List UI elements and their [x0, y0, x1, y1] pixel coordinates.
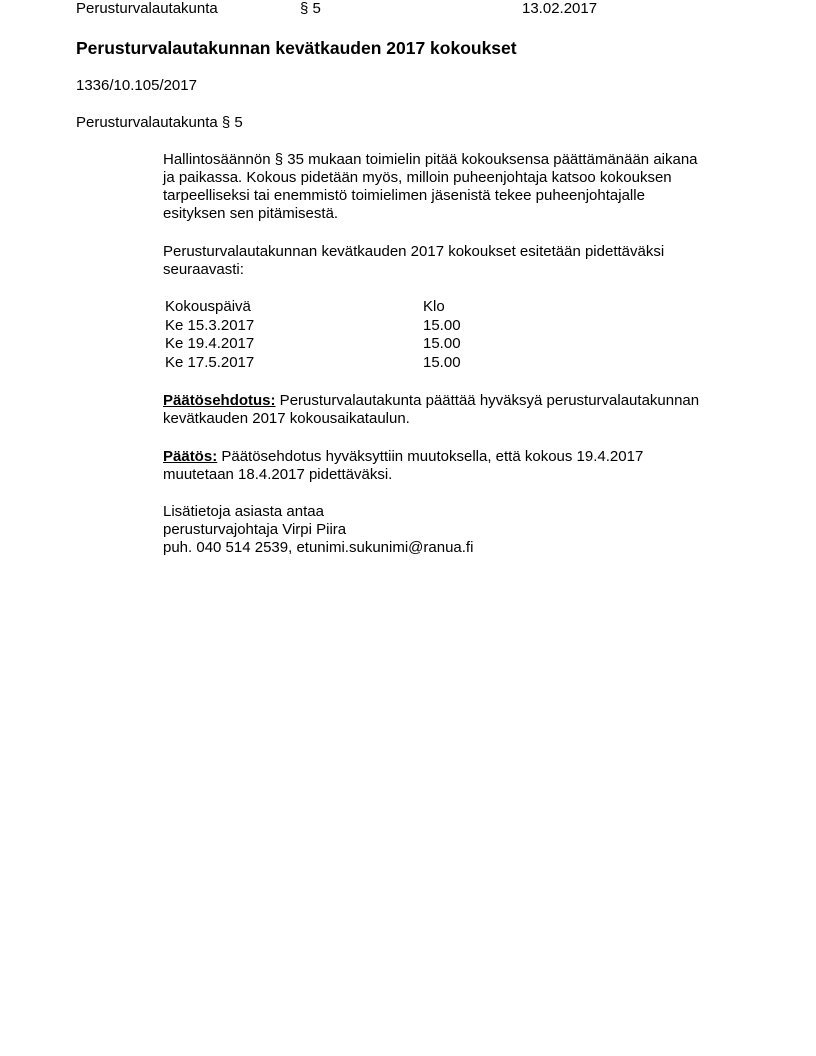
decision-proposal-paragraph: [163, 392, 743, 428]
header-organization: Perusturvalautakunta: [76, 0, 218, 17]
contact-info: [163, 503, 743, 557]
contact-line: perusturvajohtaja Virpi Piira: [163, 521, 347, 538]
column-header-date: Kokouspäivä: [165, 298, 251, 315]
proposal-text: Perusturvalautakunta päättää hyväksyä perusturvalautakunnan: [275, 392, 700, 409]
decision-label: Päätös:: [163, 448, 218, 465]
decision-second-line: muutetaan 18.4.2017 pidettäväksi.: [163, 466, 393, 483]
meeting-time-cell: 15.00: [423, 316, 461, 334]
meeting-date-cell: Ke 19.4.2017: [165, 335, 255, 352]
diary-number: 1336/10.105/2017: [76, 77, 197, 94]
meeting-schedule-table: [163, 298, 483, 372]
proposal-second-line: kevätkauden 2017 kokousaikataulun.: [163, 410, 410, 427]
intro-paragraph: [163, 151, 743, 223]
table-row: [163, 335, 483, 354]
decision-text: Päätösehdotus hyväksyttiin muutoksella, että kokous 19.4.2017: [217, 448, 644, 465]
schedule-intro-line: Perusturvalautakunnan kevätkauden 2017 kokoukset esitetään pidettäväksi: [163, 243, 665, 260]
page-header: [76, 0, 776, 18]
table-row: [163, 354, 483, 373]
meeting-time-cell: 15.00: [423, 353, 461, 371]
proposal-label: Päätösehdotus:: [163, 392, 276, 409]
column-header-time: Klo: [423, 298, 445, 315]
proposal-first-line: [163, 392, 743, 410]
meeting-date-cell: Ke 17.5.2017: [165, 353, 255, 371]
meeting-time-cell: 15.00: [423, 335, 461, 352]
schedule-intro-line: seuraavasti:: [163, 261, 244, 278]
intro-line: esityksen sen pitämisestä.: [163, 205, 339, 222]
decision-paragraph: [163, 448, 743, 484]
contact-line: Lisätietoja asiasta antaa: [163, 503, 324, 520]
decision-first-line: [163, 448, 743, 466]
table-row: [163, 317, 483, 336]
header-section-number: § 5: [300, 0, 321, 17]
intro-line: Hallintosäännön § 35 mukaan toimielin pitää kokouksensa päättämänään aikana: [163, 151, 698, 168]
schedule-intro-paragraph: [163, 243, 743, 279]
document-title: Perusturvalautakunnan kevätkauden 2017 kokoukset: [76, 38, 517, 58]
meeting-date-cell: Ke 15.3.2017: [165, 316, 255, 334]
intro-line: tarpeelliseksi tai enemmistö toimielimen jäsenistä tekee puheenjohtajalle: [163, 187, 645, 204]
header-date: 13.02.2017: [522, 0, 598, 17]
intro-line: ja paikassa. Kokous pidetään myös, milloin puheenjohtaja katsoo kokouksen: [163, 169, 672, 186]
contact-line: puh. 040 514 2539, etunimi.sukunimi@ranua.fi: [163, 539, 474, 556]
board-reference: Perusturvalautakunta § 5: [76, 114, 243, 131]
table-header-row: [163, 298, 483, 317]
